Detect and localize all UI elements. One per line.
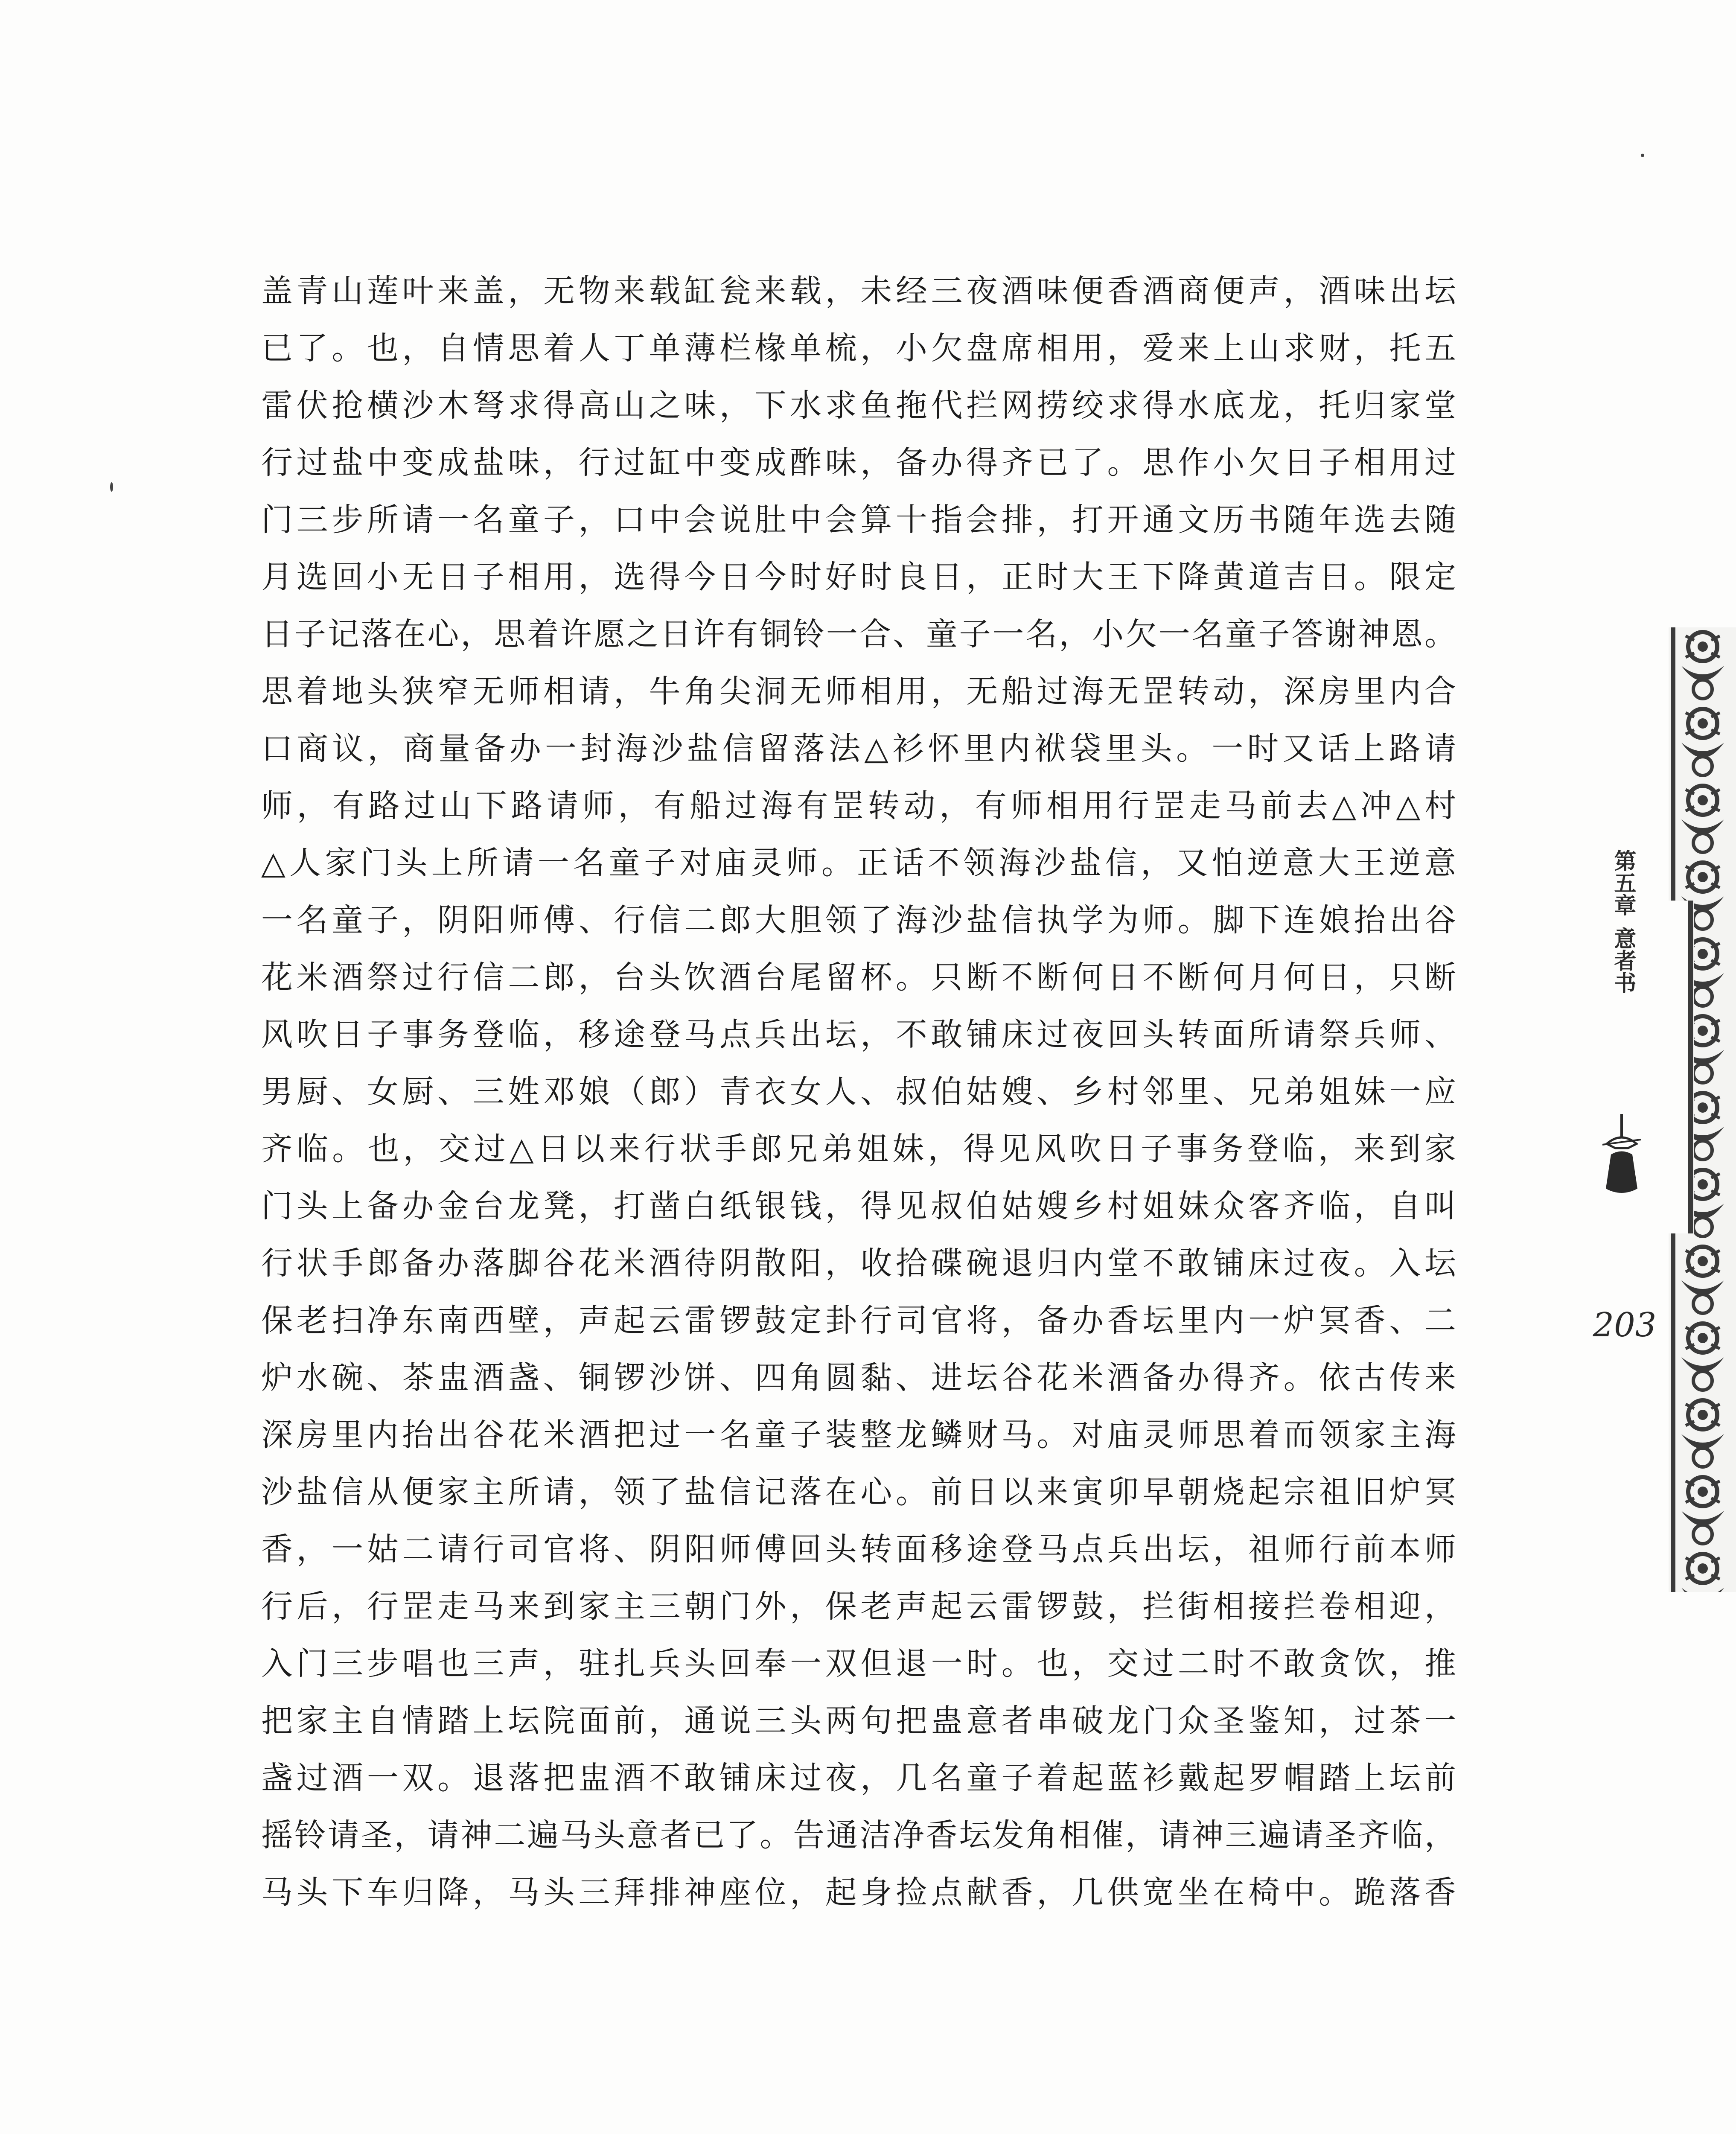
body-line: 风吹日子事务登临，移途登马点兵出坛，不敢铺床过夜回头转面所请祭兵师、 [261,1016,1456,1053]
body-line: △人家门头上所请一名童子对庙灵师。正话不领海沙盐信，又怕逆意大王逆意 [261,845,1456,881]
ornamental-border [1669,627,1736,1592]
bell-icon [1598,1114,1645,1199]
chapter-heading [1608,849,1638,1054]
body-line: 盖青山莲叶来盖，无物来载缸瓮来载，未经三夜酒味便香酒商便声，酒味出坛 [261,273,1456,309]
scan-speck [1641,154,1644,157]
body-line: 齐临。也，交过△日以来行状手郎兄弟姐妹，得见风吹日子事务登临，来到家 [261,1131,1456,1167]
body-line: 门头上备办金台龙凳，打凿白纸银钱，得见叔伯姑嫂乡村姐妹众客齐临，自叫 [261,1188,1456,1224]
body-line: 沙盐信从便家主所请，领了盐信记落在心。前日以来寅卯早朝烧起宗祖旧炉冥 [261,1474,1456,1510]
page-number: 203 [1593,1306,1657,1344]
body-line: 一名童子，阴阳师傅、行信二郎大胆领了海沙盐信执学为师。脚下连娘抬出谷 [261,902,1456,939]
body-line: 雷伏抢横沙木弩求得高山之味，下水求鱼拖代拦网捞绞求得水底龙，托归家堂 [261,387,1456,424]
body-line: 师，有路过山下路请师，有船过海有罡转动，有师相用行罡走马前去△冲△村 [261,787,1456,824]
body-line: 花米酒祭过行信二郎，台头饮酒台尾留杯。只断不断何日不断何月何日，只断 [261,959,1456,996]
body-line: 已了。也，自情思着人丁单薄栏椽单梳，小欠盘席相用，爱来上山求财，托五 [261,330,1456,367]
body-line: 保老扫净东南西壁，声起云雷锣鼓定卦行司官将，备办香坛里内一炉冥香、二 [261,1302,1456,1339]
body-line: 马头下车归降，马头三拜排神座位，起身捡点献香，几供宽坐在椅中。跪落香 [261,1874,1456,1911]
chapter-label: 第五章 [1610,849,1636,916]
body-line: 深房里内抬出谷花米酒把过一名童子装整龙鳞财马。对庙灵师思着而领家主海 [261,1417,1456,1453]
body-line: 行状手郎备办落脚谷花米酒待阴散阳，收拾碟碗退归内堂不敢铺床过夜。入坛 [261,1245,1456,1282]
scan-speck [110,482,113,492]
body-line: 炉水碗、茶盅酒盏、铜锣沙饼、四角圆黏、进坛谷花米酒备办得齐。依古传来 [261,1359,1456,1396]
body-line: 盏过酒一双。退落把盅酒不敢铺床过夜，几名童子着起蓝衫戴起罗帽踏上坛前 [261,1760,1456,1796]
body-line: 口商议，商量备办一封海沙盐信留落法△衫怀里内袱袋里头。一时又话上路请 [261,730,1456,767]
body-line: 思着地头狭窄无师相请，牛角尖洞无师相用，无船过海无罡转动，深房里内合 [261,673,1456,710]
body-line: 入门三步唱也三声，驻扎兵头回奉一双但退一时。也，交过二时不敢贪饮，推 [261,1645,1456,1682]
body-line: 月选回小无日子相用，选得今日今时好时良日，正时大王下降黄道吉日。限定 [261,559,1456,595]
chapter-title: 意者书 [1610,927,1636,994]
body-line: 门三步所请一名童子，口中会说肚中会算十指会排，打开通文历书随年选去随 [261,501,1456,538]
body-line: 日子记落在心，思着许愿之日许有铜铃一合、童子一名，小欠一名童子答谢神恩。 [261,616,1456,653]
body-line: 行后，行罡走马来到家主三朝门外，保老声起云雷锣鼓，拦街相接拦卷相迎， [261,1588,1456,1625]
body-text [261,262,1456,1921]
body-line: 行过盐中变成盐味，行过缸中变成酢味，备办得齐已了。思作小欠日子相用过 [261,444,1456,481]
body-line: 男厨、女厨、三姓邓娘（郎）青衣女人、叔伯姑嫂、乡村邻里、兄弟姐妹一应 [261,1073,1456,1110]
body-line: 香，一姑二请行司官将、阴阳师傅回头转面移途登马点兵出坛，祖师行前本师 [261,1531,1456,1568]
body-line: 把家主自情踏上坛院面前，通说三头两句把蛊意者串破龙门众圣鉴知，过茶一 [261,1703,1456,1739]
body-line: 摇铃请圣，请神二遍马头意者已了。告通洁净香坛发角相催，请神三遍请圣齐临， [261,1817,1456,1854]
